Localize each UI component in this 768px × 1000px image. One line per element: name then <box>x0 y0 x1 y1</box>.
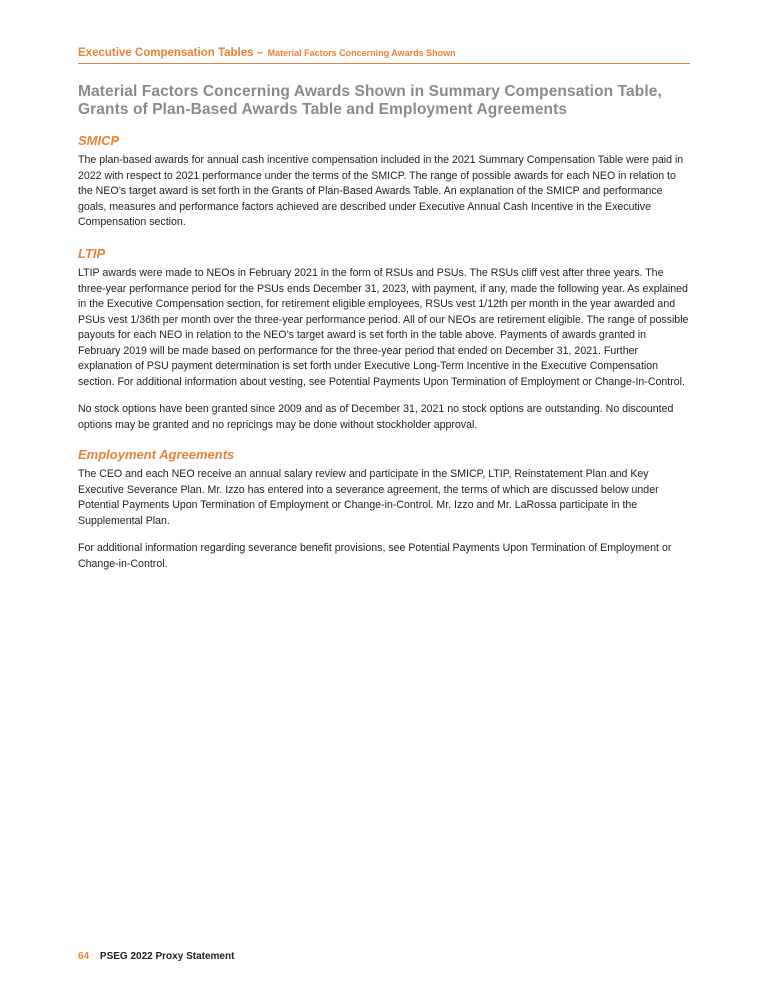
running-header-subsection: Material Factors Concerning Awards Shown <box>267 48 456 58</box>
page-footer <box>78 951 234 962</box>
paragraph-employment-salary-review: The CEO and each NEO receive an annual salary review and participate in the SMICP, LTIP, Reinstatement Plan and Key Executive Severance Plan. Mr. Izzo has entered into a severance agreement, the terms of which are discussed below under Potential Payments Upon Termination of Employment or Change-in-Control. Mr. Izzo and Mr. LaRossa participate in the Supplemental Plan. <box>78 468 659 527</box>
paragraph-smicp: The plan-based awards for annual cash incentive compensation included in the 2021 Summary Compensation Table were paid in 2022 with respect to 2021 performance under the terms of the SMICP. The range of possible awards for each NEO in relation to the NEO’s target award is set forth in the Grants of Plan-Based Awards Table. An explanation of the SMICP and performance goals, measures and performance factors achieved are described under Executive Annual Cash Incentive in the Executive Compensation section. <box>78 154 684 228</box>
page-title: Material Factors Concerning Awards Shown in Summary Compensation Table, Grants of Plan-Based Awards Table and Employment Agreements <box>78 83 662 118</box>
running-header <box>78 43 690 64</box>
running-header-section: Executive Compensation Tables – <box>78 47 264 59</box>
paragraph-ltip-awards: LTIP awards were made to NEOs in February 2021 in the form of RSUs and PSUs. The RSUs cliff vest after three years. The three-year performance period for the PSUs ends December 31, 2023, with payment, if any, made the following year. As explained in the Executive Compensation section, for retirement eligible employees, RSUs vest 1/12th per month in the year awarded and PSUs vest 1/36th per month over the three-year performance period. All of our NEOs are retirement eligible. The range of possible payouts for each NEO in relation to the NEO’s target award is set forth in the table above. Payments of awards granted in February 2019 will be made based on performance for the three-year period that ended on December 31, 2021. Further explanation of PSU payment determination is set forth under Executive Long-Term Incentive in the Executive Compensation section. For additional information about vesting, see Potential Payments Upon Termination of Employment or Change-In-Control. <box>78 267 689 388</box>
section-heading-employment-agreements: Employment Agreements <box>78 447 235 462</box>
document-page <box>78 0 690 1000</box>
paragraph-employment-severance: For additional information regarding severance benefit provisions, see Potential Payments Upon Termination of Employment or Change-in-Control. <box>78 542 672 570</box>
section-heading-ltip: LTIP <box>78 246 106 261</box>
paragraph-ltip-stock-options: No stock options have been granted since 2009 and as of December 31, 2021 no stock options are outstanding. No discounted options may be granted and no repricings may be done without stockholder approval. <box>78 403 674 431</box>
section-heading-smicp: SMICP <box>78 133 120 148</box>
document-title: PSEG 2022 Proxy Statement <box>99 951 235 962</box>
page-number: 64 <box>78 951 90 962</box>
